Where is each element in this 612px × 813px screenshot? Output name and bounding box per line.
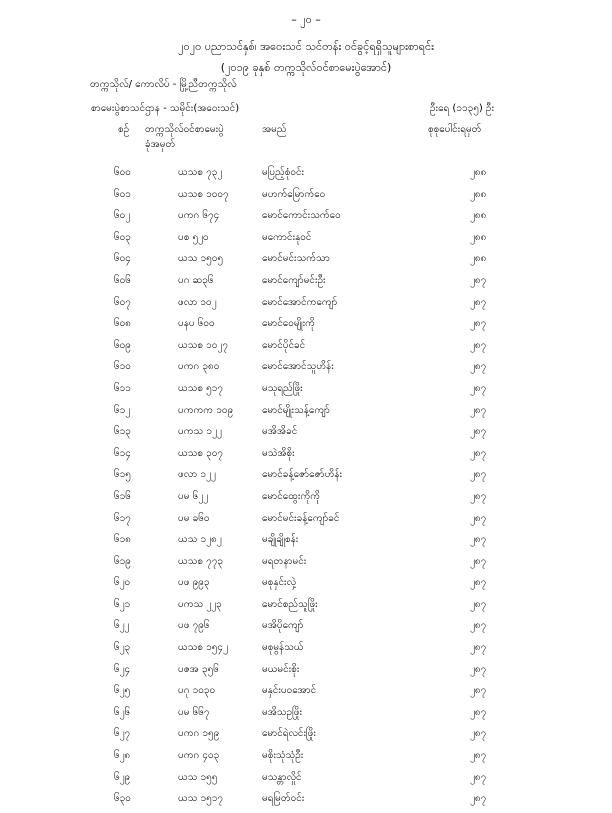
student-name: မောင်စည်သူဖြိုး xyxy=(262,598,318,610)
row-number: ၆၁၀ xyxy=(114,361,131,373)
department-label: တက္ကသိုလ်/ ကောလိပ် - မြို့ညီတက္ကသိုလ် xyxy=(90,79,237,90)
total-marks: ၂၈၇ xyxy=(470,404,487,416)
table-row xyxy=(0,403,612,425)
roll-number: ယသစ ၃၀၇ xyxy=(178,447,224,459)
subject-label: စာမေးပွဲစာသင်ဌာန - သမိုင်း(အဝေးသင်) xyxy=(91,103,240,114)
page-number: – ၂၀ – xyxy=(291,13,321,26)
roll-number: ပကဂ ၃၈၀ xyxy=(178,361,220,373)
roll-number: ပကဂ ၁၅၉ xyxy=(178,728,220,740)
table-row xyxy=(0,359,612,381)
row-number: ၆၀၆ xyxy=(114,274,131,286)
total-marks: ၂၈၇ xyxy=(470,274,487,286)
total-marks: ၂၈၇ xyxy=(470,469,487,481)
total-marks: ၂၈၇ xyxy=(470,512,487,524)
column-header-name: အမည် xyxy=(262,124,287,135)
roll-number: ပနပ ၆၀၀ xyxy=(178,318,215,330)
row-number: ၆၂၆ xyxy=(114,706,131,718)
table-row xyxy=(0,554,612,576)
student-name: မကောင်းနုဝင် xyxy=(262,231,312,243)
total-marks: ၂၈၇ xyxy=(470,598,487,610)
roll-number: ပကဂ ၄၀၃ xyxy=(178,750,220,762)
row-number: ၆၁၁ xyxy=(114,382,131,394)
roll-number: ယသစ ၁၀၂၇ xyxy=(178,339,228,351)
total-marks: ၂၈၈ xyxy=(470,210,487,222)
row-number: ၆၀၁ xyxy=(114,188,131,200)
roll-number: ဖလာ ၁၂၂ xyxy=(178,469,216,481)
table-row xyxy=(0,618,612,640)
roll-number: ယသ ၁၅၁၇ xyxy=(178,793,224,805)
row-number: ၆၁၈ xyxy=(114,534,131,546)
table-row xyxy=(0,575,612,597)
table-row xyxy=(0,705,612,727)
total-marks: ၂၈၇ xyxy=(470,447,487,459)
student-name: မနှင်းပဝအောင် xyxy=(262,685,317,697)
total-marks: ၂၈၇ xyxy=(470,577,487,589)
row-number: ၆၀၇ xyxy=(114,296,131,308)
table-row xyxy=(0,187,612,209)
student-name: မစုမွန်သယ် xyxy=(262,642,304,654)
row-number: ၆၃၀ xyxy=(114,793,131,805)
row-number: ၆၂၂ xyxy=(114,620,130,632)
roll-number: ယသ ၁၂၈၂ xyxy=(178,534,222,546)
total-marks: ၂၈၈ xyxy=(470,167,487,178)
table-row xyxy=(0,165,612,187)
student-name: မောင်ရဲလင်းဖြိုး xyxy=(262,728,316,740)
total-marks: ၂၈၇ xyxy=(470,426,487,438)
row-number: ၆၀၈ xyxy=(114,318,131,330)
roll-number: ပဇအ ၃၅၆ xyxy=(178,663,219,675)
roll-number: ပကသ ၁၂၂ xyxy=(178,426,222,438)
roll-number: ယသ ၁၅၀၅ xyxy=(178,253,224,265)
roll-number: ယသစ ၁၀၀၇ xyxy=(178,188,229,200)
total-marks: ၂၈၇ xyxy=(470,663,487,675)
row-number: ၆၁၂ xyxy=(114,404,131,416)
total-marks: ၂၈၈ xyxy=(470,188,487,200)
roll-number: ယသစ ၅၁၇ xyxy=(178,382,224,394)
roll-number: ပစ ၅၂၀ xyxy=(178,231,209,243)
table-row xyxy=(0,770,612,792)
student-name: မအိသဥဖြိုး xyxy=(262,706,303,718)
row-number: ၆၁၄ xyxy=(114,447,131,459)
student-name: မသုရည်ဖြိုး xyxy=(262,382,303,394)
roll-number: ယသစ ၁၅၄၂ xyxy=(178,642,228,654)
row-number: ၆၂၃ xyxy=(114,642,131,654)
roll-number: ပကကက ၁၀၉ xyxy=(178,404,234,416)
total-marks: ၂၈၇ xyxy=(470,339,487,351)
roll-number: ပဖ ၉၉၃ xyxy=(178,577,210,589)
table-row xyxy=(0,726,612,748)
row-number: ၆၀၉ xyxy=(114,339,131,351)
row-number: ၆၂၉ xyxy=(114,771,131,783)
roll-number: ပဖ ၇၉၆ xyxy=(178,620,210,632)
row-number: ၆၂၀ xyxy=(114,577,131,589)
roll-number: ဖလာ ၁၀၂ xyxy=(178,296,217,308)
document-subtitle: (၂၀၁၉ ခုနှစ် တက္ကသိုလ်ဝင်စာမေးပွဲအောင်) xyxy=(220,61,392,74)
total-marks: ၂၈၈ xyxy=(470,253,487,265)
student-name: မအိပိုကျော် xyxy=(262,620,304,632)
total-marks: ၂၈၇ xyxy=(470,642,487,654)
row-number: ၆၁၉ xyxy=(114,555,131,567)
column-header-roll-line2: ခုံအမှတ် xyxy=(145,139,176,150)
student-name: မသဲအိစိုး xyxy=(262,447,295,459)
student-name: မချိုချိုစန်း xyxy=(262,534,299,546)
table-row xyxy=(0,640,612,662)
table-row xyxy=(0,295,612,317)
total-marks: ၂၈၇ xyxy=(470,555,487,567)
table-row xyxy=(0,424,612,446)
table-row xyxy=(0,748,612,770)
roll-number: ပဂု ၁၀၃၀ xyxy=(178,685,216,697)
student-name: မောင်အောင်သူဟိန်း xyxy=(262,361,334,373)
row-number: ၆၂၈ xyxy=(114,750,131,762)
student-name: မဟက်မြောက်ဝေ xyxy=(262,188,326,200)
student-name: မောင်ခန့်ဇော်ဇော်ဟိန်း xyxy=(262,469,343,481)
row-number: ၆၂၁ xyxy=(114,598,131,610)
results-table xyxy=(0,165,612,813)
total-marks: ၂၈၇ xyxy=(470,793,487,805)
column-header-roll: တက္ကသိုလ်ဝင်စာမေးပွဲ xyxy=(145,124,224,135)
student-name: မောင်ပိုင်ခင် xyxy=(262,339,306,351)
row-number: ၆၀၀ xyxy=(114,167,131,178)
total-marks: ၂၈၇ xyxy=(470,620,487,632)
total-marks: ၂၈၇ xyxy=(470,728,487,740)
student-name: မောင်ဝေမျိုးကို xyxy=(262,318,315,330)
column-header-no: စဉ် xyxy=(118,124,130,135)
roll-number: ပမ ခ၆၀ xyxy=(178,512,210,524)
table-row xyxy=(0,532,612,554)
table-row xyxy=(0,273,612,295)
total-marks: ၂၈၇ xyxy=(470,534,487,546)
row-number: ၆၀၄ xyxy=(114,253,131,265)
table-row xyxy=(0,251,612,273)
total-marks: ၂၈၇ xyxy=(470,382,487,394)
table-row xyxy=(0,230,612,252)
roll-number: ယသစ ၇၃၂ xyxy=(178,167,223,178)
table-row xyxy=(0,381,612,403)
student-name: မသန္တာလှိုင် xyxy=(262,771,302,783)
row-number: ၆၀၂ xyxy=(114,210,131,222)
student-name: မောင်ကျော်မင်းဦး xyxy=(262,274,326,286)
table-row xyxy=(0,316,612,338)
student-name: မရတနာမင်း xyxy=(262,555,307,567)
roll-number: ပမ ၆၂၂ xyxy=(178,490,209,502)
table-row xyxy=(0,662,612,684)
document-title: ၂၀၂၀ ပညာသင်နှစ်၊ အဝေးသင် သင်တန်း ဝင်ခွင့်ရရှိသူများစာရင်း xyxy=(178,40,434,53)
table-row xyxy=(0,467,612,489)
row-number: ၆၂၇ xyxy=(114,728,131,740)
row-number: ၆၁၃ xyxy=(114,426,131,438)
student-name: မောင်အောင်ကကျော် xyxy=(262,296,338,308)
table-row xyxy=(0,338,612,360)
row-number: ၆၁၆ xyxy=(114,490,131,502)
row-number: ၆၂၅ xyxy=(114,685,131,697)
student-name: မရမြတ်ဝင်း xyxy=(262,793,305,805)
student-name: မောင်မျိုးသန့်ကျော် xyxy=(262,404,330,416)
roll-number: ပမ ၆၆၇ xyxy=(178,706,210,718)
row-number: ၆၀၃ xyxy=(114,231,131,243)
student-name: မောင်မင်းခန့်ကျော်ခင် xyxy=(262,512,340,524)
total-marks: ၂၈၈ xyxy=(470,231,487,243)
student-name: မောင်ထွေးကိုကို xyxy=(262,490,321,502)
total-marks: ၂၈၇ xyxy=(470,750,487,762)
table-row xyxy=(0,511,612,533)
total-marks: ၂၈၇ xyxy=(470,490,487,502)
student-name: မပြည့်စုံဝင်း xyxy=(262,167,305,178)
table-row xyxy=(0,683,612,705)
table-row xyxy=(0,597,612,619)
row-number: ၆၁၅ xyxy=(114,469,131,481)
roll-number: ပဂ ဆ၃၆ xyxy=(178,274,214,286)
total-marks: ၂၈၇ xyxy=(470,296,487,308)
student-name: မယမင်းစိုး xyxy=(262,663,300,675)
row-number: ၆၂၄ xyxy=(114,663,131,675)
roll-number: ပကဂ ၆၇၄ xyxy=(178,210,220,222)
table-row xyxy=(0,791,612,813)
roll-number: ယသ ၁၅၅ xyxy=(178,771,218,783)
total-marks: ၂၈၇ xyxy=(470,706,487,718)
count-label: ဦးရေ (၁၁၃၅) ဦး xyxy=(430,103,495,114)
total-marks: ၂၈၇ xyxy=(470,771,487,783)
roll-number: ပကသ ၂၂၃ xyxy=(178,598,222,610)
table-row xyxy=(0,489,612,511)
student-name: မအိအိခင် xyxy=(262,426,298,438)
table-row xyxy=(0,208,612,230)
roll-number: ယသစ ၇၇၃ xyxy=(178,555,224,567)
total-marks: ၂၈၇ xyxy=(470,685,487,697)
row-number: ၆၁၇ xyxy=(114,512,131,524)
column-header-total: စုစုပေါင်းရမှတ် xyxy=(428,124,482,135)
student-name: မောင်မင်းသက်သာ xyxy=(262,253,330,265)
total-marks: ၂၈၇ xyxy=(470,361,487,373)
student-name: မောင်ကောင်းသက်ဝေ xyxy=(262,210,341,222)
student-name: မစုနှင်းလှဲ့ xyxy=(262,577,296,589)
student-name: မစိုးသုံသုံဦး xyxy=(262,750,304,762)
total-marks: ၂၈၇ xyxy=(470,318,487,330)
table-row xyxy=(0,446,612,468)
